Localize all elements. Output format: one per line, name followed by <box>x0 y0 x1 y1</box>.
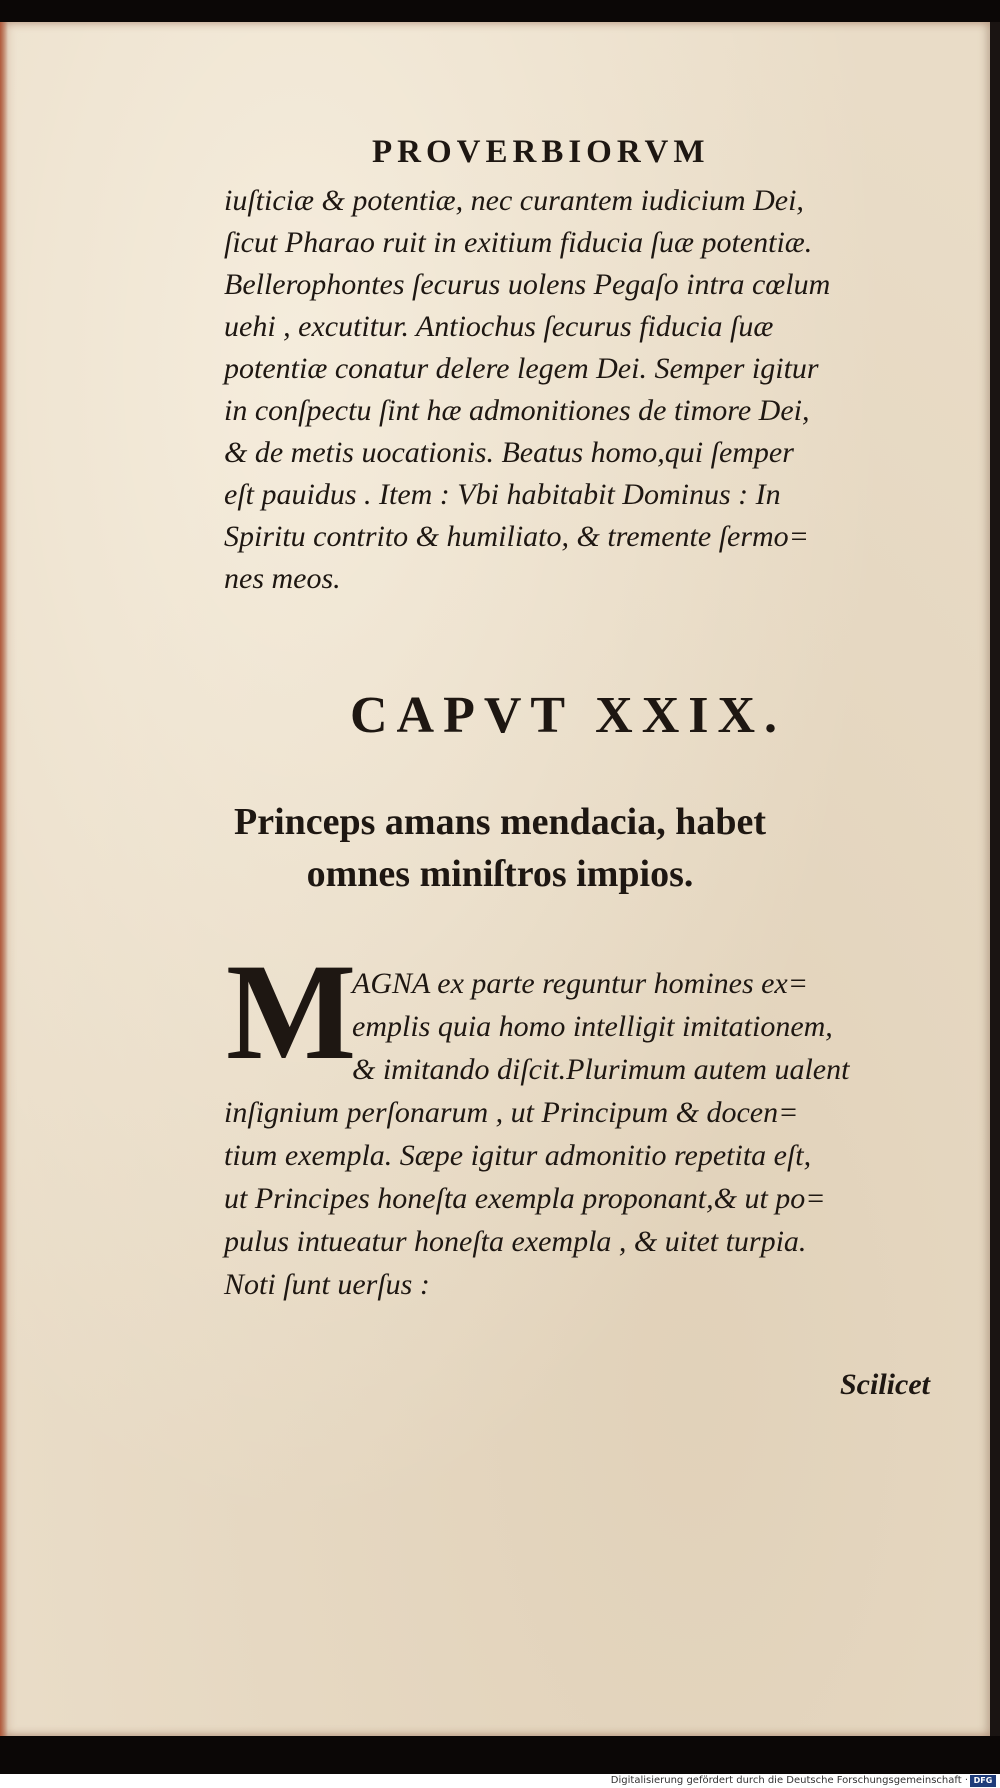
top-paragraph <box>224 180 944 600</box>
dfg-logo: DFG <box>970 1775 996 1787</box>
text-line: AGNA ex parte reguntur homines ex= <box>352 967 808 1000</box>
verse-line: Princeps amans mendacia, habet <box>234 801 766 843</box>
text-line: potentiæ conatur delere legem Dei. Semper igitur <box>224 352 819 385</box>
text-line: emplis quia homo intelligit imitationem, <box>352 1010 833 1043</box>
verse-line: omnes miniſtros impios. <box>306 853 694 895</box>
running-head: PROVERBIORVM <box>372 134 710 170</box>
scan-bottom-border <box>0 1736 1000 1774</box>
text-line: iuſticiæ & potentiæ, nec curantem iudicium Dei, <box>224 184 804 217</box>
text-line: ut Principes honeſta exempla proponant,& ut po= <box>224 1182 826 1215</box>
text-line: Bellerophontes ſecurus uolens Pegaſo intra cœlum <box>224 268 831 301</box>
chapter-title: CAPVT XXIX. <box>350 687 787 744</box>
text-line: Spiritu contrito & humiliato, & tremente ſermo= <box>224 520 809 553</box>
text-line: tium exempla. Sæpe igitur admonitio repetita eſt, <box>224 1139 812 1172</box>
drop-cap-initial: M <box>226 935 357 1088</box>
text-line: nes meos. <box>224 562 341 595</box>
catchword: Scilicet <box>840 1368 930 1401</box>
text-line: inſignium perſonarum , ut Principum & docen= <box>224 1096 799 1129</box>
text-line: & imitando diſcit.Plurimum autem ualent <box>352 1053 850 1086</box>
proverb-verse <box>0 796 1000 900</box>
funding-credit: Digitalisierung gefördert durch die Deutsche Forschungsgemeinschaft · <box>610 1775 968 1786</box>
text-line: uehi , excutitur. Antiochus ſecurus fiducia ſuæ <box>224 310 774 343</box>
text-line: in conſpectu ſint hæ admonitiones de timore Dei, <box>224 394 810 427</box>
text-line: pulus intueatur honeſta exempla , & uitet turpia. <box>224 1225 807 1258</box>
text-line: Noti ſunt uerſus : <box>224 1268 430 1301</box>
commentary-paragraph <box>224 962 954 1306</box>
text-line: ſicut Pharao ruit in exitium fiducia ſuæ potentiæ. <box>224 226 813 259</box>
text-line: eſt pauidus . Item : Vbi habitabit Dominus : In <box>224 478 781 511</box>
text-line: & de metis uocationis. Beatus homo,qui ſemper <box>224 436 794 469</box>
digitization-footer <box>0 1774 1000 1788</box>
scan-top-border <box>0 0 1000 22</box>
